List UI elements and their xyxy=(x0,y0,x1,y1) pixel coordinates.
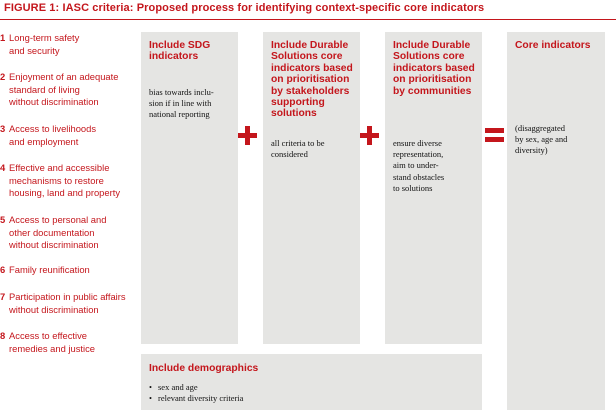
box-title-line: indicators based xyxy=(271,62,353,74)
core-indicators-box xyxy=(507,32,605,410)
box-body-line: bias towards inclu- xyxy=(149,87,214,97)
box-body xyxy=(515,123,567,157)
box-body-line: aim to under- xyxy=(393,160,439,171)
communities-core-indicators-box xyxy=(385,32,482,344)
criterion-5 xyxy=(0,214,106,252)
box-body-line: (disaggregated xyxy=(515,123,566,133)
criterion-line: remedies and justice xyxy=(9,342,95,354)
box-body-line: ensure diverse xyxy=(393,138,442,148)
box-title: Include demographics xyxy=(149,363,259,374)
box-title xyxy=(271,40,353,120)
box-title-line: supporting xyxy=(271,97,325,109)
criterion-6 xyxy=(0,264,90,277)
box-body-line: stand obstacles xyxy=(393,171,445,182)
box-title-line: Solutions core xyxy=(271,51,343,63)
box-title xyxy=(515,40,591,51)
criterion-line: Family reunification xyxy=(9,264,90,275)
bullet-item: • sex and age xyxy=(149,382,243,393)
criterion-8 xyxy=(0,330,95,355)
box-title-line: indicators based xyxy=(393,62,475,74)
box-body-line: national reporting xyxy=(149,109,210,120)
box-title-line: indicators xyxy=(149,51,199,63)
criterion-line: without discrimination xyxy=(9,96,99,107)
box-body xyxy=(271,138,325,160)
criterion-number: 7 xyxy=(0,291,6,302)
box-title-line: Include Durable xyxy=(271,40,349,51)
figure-title: FIGURE 1: IASC criteria: Proposed process for identifying context-specific core indicators xyxy=(4,2,485,14)
criterion-line: Access to effective xyxy=(9,330,87,341)
box-title-line: Solutions core xyxy=(393,51,465,63)
demographics-bullet-list xyxy=(149,382,243,404)
box-body-line: sion if in line with xyxy=(149,98,212,109)
criterion-line: and security xyxy=(9,44,60,56)
criterion-3 xyxy=(0,123,96,148)
box-title-line: by communities xyxy=(393,85,472,97)
criterion-line: and employment xyxy=(9,135,79,147)
criterion-line: mechanisms to restore xyxy=(9,174,104,186)
box-body-line: considered xyxy=(271,149,308,160)
box-body xyxy=(149,382,243,404)
criterion-number: 1 xyxy=(0,32,6,43)
box-title xyxy=(149,40,210,63)
criterion-4 xyxy=(0,162,120,200)
box-body xyxy=(393,138,444,194)
criterion-line: Long-term safety xyxy=(9,32,80,43)
criterion-line: Participation in public affairs xyxy=(9,291,126,302)
box-body-line: all criteria to be xyxy=(271,138,325,148)
criterion-line: Access to livelihoods xyxy=(9,123,97,134)
box-title-line: on prioritisation xyxy=(271,74,350,86)
criterion-line: Effective and accessible xyxy=(9,162,110,173)
criterion-line: Access to personal and xyxy=(9,214,107,225)
criterion-number: 4 xyxy=(0,162,6,173)
demographics-box xyxy=(141,354,482,410)
box-body-line: representation, xyxy=(393,149,444,160)
criterion-line: other documentation xyxy=(9,226,95,238)
box-title-line: Include Durable xyxy=(393,40,471,51)
criterion-1 xyxy=(0,32,79,57)
criterion-line: standard of living xyxy=(9,83,80,95)
box-body-line: diversity) xyxy=(515,145,548,156)
box-title xyxy=(393,40,475,97)
criterion-line: housing, land and property xyxy=(9,187,121,198)
box-title-line: by stakeholders xyxy=(271,85,350,97)
criterion-7 xyxy=(0,291,126,316)
box-title-line: on prioritisation xyxy=(393,74,472,86)
box-body-line: by sex, age and xyxy=(515,134,568,145)
box-body-line: to solutions xyxy=(393,182,433,193)
sdg-indicators-box xyxy=(141,32,238,344)
box-title-line: solutions xyxy=(271,108,317,120)
stakeholders-core-indicators-box xyxy=(263,32,360,344)
bullet-item: • relevant diversity criteria xyxy=(149,393,243,404)
criterion-number: 5 xyxy=(0,214,6,225)
box-body xyxy=(149,87,214,121)
criterion-line: Enjoyment of an adequate xyxy=(9,71,119,82)
criterion-line: without discrimination xyxy=(9,239,99,250)
box-title-line: Include SDG xyxy=(149,40,211,51)
criterion-line: without discrimination xyxy=(9,303,99,315)
criterion-number: 6 xyxy=(0,264,6,275)
criterion-number: 2 xyxy=(0,71,6,82)
criterion-number: 8 xyxy=(0,330,6,341)
box-title-line: Core indicators xyxy=(515,40,591,51)
title-divider xyxy=(0,19,616,20)
criterion-number: 3 xyxy=(0,123,6,134)
criterion-2 xyxy=(0,71,118,109)
